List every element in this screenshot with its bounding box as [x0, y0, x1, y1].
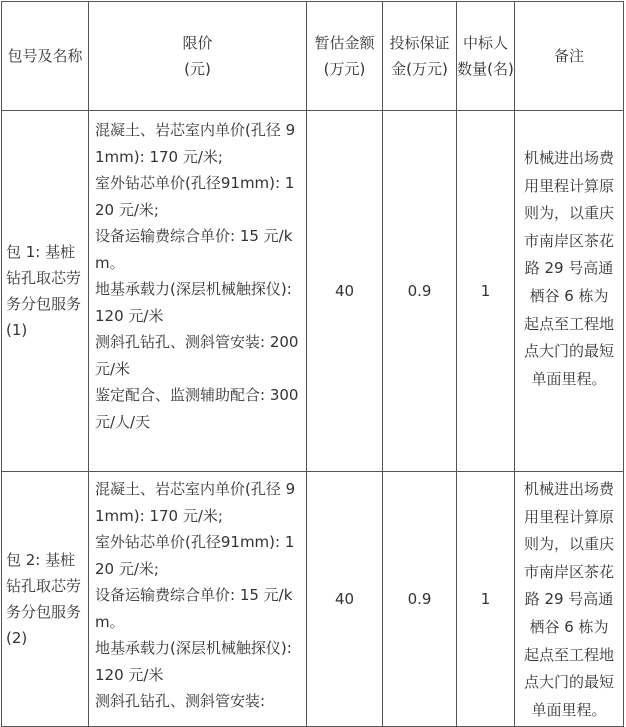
header-estimated-amount: 暂估金额(万元) — [307, 2, 383, 111]
table-row — [2, 111, 624, 472]
table-row — [2, 472, 624, 727]
remark-cell: 机械进出场费用里程计算原则为，以重庆市南岸区茶花路 29 号高通栖谷 6 栋为起点至工程地点大门的最短单面里程。 — [515, 111, 624, 472]
price-line: 混凝土、岩芯室内单价(孔径 91mm): 170 元/米; — [95, 121, 296, 166]
header-winner-count: 中标人数量(名) — [457, 2, 515, 111]
header-limit-price: 限价 (元) — [89, 2, 307, 111]
table-header-row — [2, 2, 624, 111]
header-bid-deposit: 投标保证金(万元) — [383, 2, 457, 111]
price-line: 设备运输费综合单价: 15 元/km。 — [95, 586, 293, 631]
winner-count-cell: 1 — [457, 472, 515, 727]
estimated-amount-cell: 40 — [307, 472, 383, 727]
header-remarks: 备注 — [515, 2, 624, 111]
price-line: 地基承载力(深层机械触探仪): 120 元/米 — [95, 280, 292, 325]
package-name-cell: 包 2: 基桩钻孔取芯劳务分包服务(2) — [2, 472, 89, 727]
estimated-amount-cell: 40 — [307, 111, 383, 472]
bid-deposit-cell: 0.9 — [383, 472, 457, 727]
header-package: 包号及名称 — [2, 2, 89, 111]
remark-cell: 机械进出场费用里程计算原则为，以重庆市南岸区茶花路 29 号高通栖谷 6 栋为起点至工程地点大门的最短单面里程。 — [515, 472, 624, 727]
limit-price-cell — [89, 111, 307, 472]
winner-count-cell: 1 — [457, 111, 515, 472]
price-line: 测斜孔钻孔、测斜管安装: — [95, 692, 266, 710]
limit-price-cell — [89, 472, 307, 727]
price-line: 设备运输费综合单价: 15 元/km。 — [95, 227, 293, 272]
price-line: 鉴定配合、监测辅助配合: 300 元/人/天 — [95, 386, 299, 431]
price-line: 室外钻芯单价(孔径91mm): 120 元/米; — [95, 174, 295, 219]
price-line: 室外钻芯单价(孔径91mm): 120 元/米; — [95, 533, 295, 578]
price-line: 混凝土、岩芯室内单价(孔径 91mm): 170 元/米; — [95, 480, 296, 525]
bid-deposit-cell: 0.9 — [383, 111, 457, 472]
price-line: 测斜孔钻孔、测斜管安装: 200 元/米 — [95, 333, 299, 378]
package-name-cell: 包 1: 基桩钻孔取芯劳务分包服务(1) — [2, 111, 89, 472]
price-line: 地基承载力(深层机械触探仪): 120 元/米 — [95, 639, 292, 684]
procurement-package-table — [1, 1, 624, 727]
